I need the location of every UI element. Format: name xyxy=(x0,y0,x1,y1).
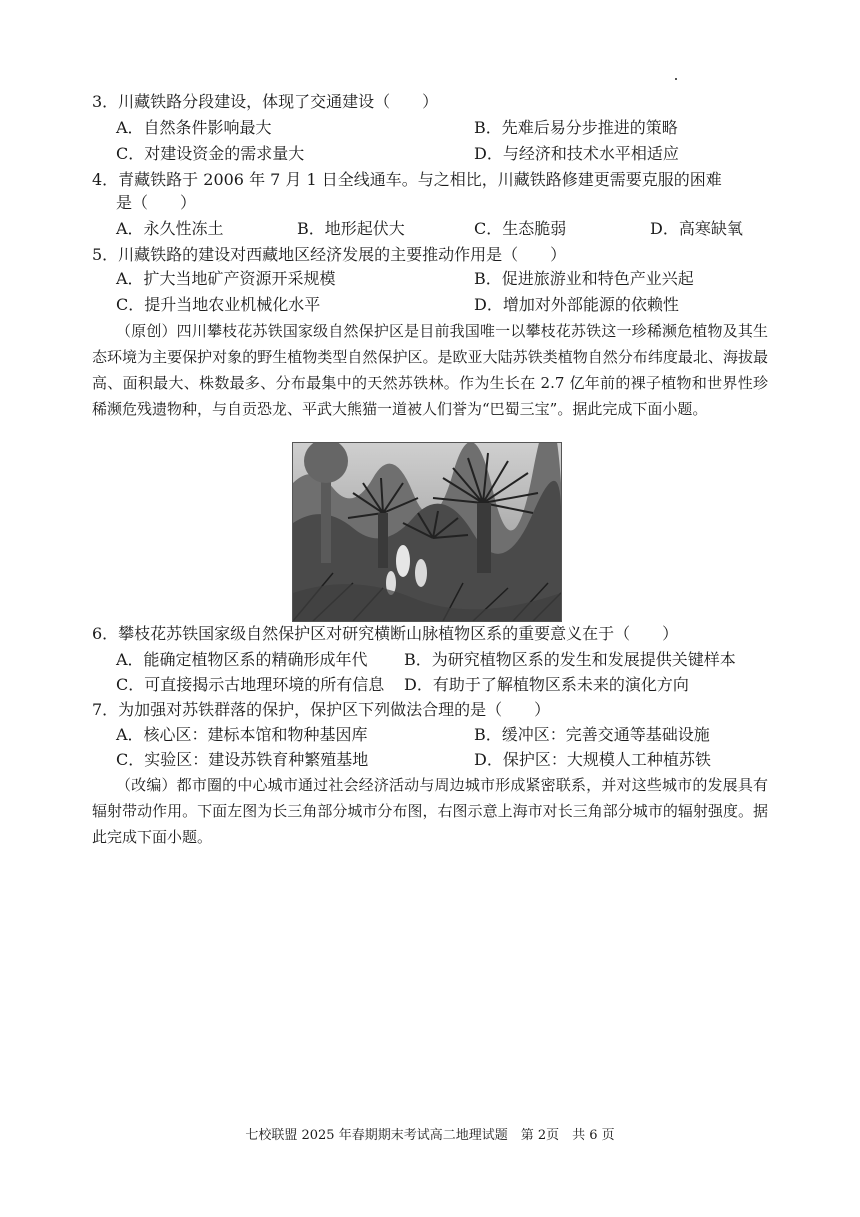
q7-option-a: A．核心区：建标本馆和物种基因库 xyxy=(116,725,368,744)
q4-option-c: C．生态脆弱 xyxy=(474,219,567,238)
q3-option-b: B．先难后易分步推进的策略 xyxy=(474,118,678,137)
q7-stem: 7．为加强对苏铁群落的保护，保护区下列做法合理的是（ ） xyxy=(92,700,551,719)
q3-option-d: D．与经济和技术水平相适应 xyxy=(474,144,679,163)
q5-stem: 5．川藏铁路的建设对西藏地区经济发展的主要推动作用是（ ） xyxy=(92,245,567,264)
passage-cycad-reserve: （原创）四川攀枝花苏铁国家级自然保护区是目前我国唯一以攀枝花苏铁这一珍稀濒危植物及其生态环境为主要保护对象的野生植物类型自然保护区。是欧亚大陆苏铁类植物自然分布纬度最北、海拔最高、面积最大、株数最多、分布最集中的天然苏铁林。作为生长在 2.7 亿年前的裸子植物和世界性珍稀濒危残遗物种，与自贡恐龙、平武大熊猫一道被人们誉为“巴蜀三宝”。据此完成下面小题。 xyxy=(92,322,768,418)
q6-stem: 6．攀枝花苏铁国家级自然保护区对研究横断山脉植物区系的重要意义在于（ ） xyxy=(92,624,679,643)
q5-option-a: A．扩大当地矿产资源开采规模 xyxy=(116,269,336,288)
q5-option-d: D．增加对外部能源的依赖性 xyxy=(474,295,679,314)
q4-stem-line2: 是（ ） xyxy=(116,193,197,212)
q6-option-c: C．可直接揭示古地理环境的所有信息 xyxy=(116,675,385,694)
q4-option-b: B．地形起伏大 xyxy=(297,219,405,238)
q6-option-b: B．为研究植物区系的发生和发展提供关键样本 xyxy=(404,650,736,669)
q3-option-a: A．自然条件影响最大 xyxy=(116,118,272,137)
cycad-photo-illustration xyxy=(293,443,561,621)
q3-stem: 3．川藏铁路分段建设，体现了交通建设（ ） xyxy=(92,92,439,111)
q7-option-c: C．实验区：建设苏铁育种繁殖基地 xyxy=(116,750,369,769)
page-footer: 七校联盟 2025 年春期期末考试高二地理试题 第 2页 共 6 页 xyxy=(245,1128,615,1143)
q6-option-a: A．能确定植物区系的精确形成年代 xyxy=(116,650,368,669)
q7-option-d: D．保护区：大规模人工种植苏铁 xyxy=(474,750,711,769)
q4-stem-line1: 4．青藏铁路于 2006 年 7 月 1 日全线通车。与之相比，川藏铁路修建更需要克服的困难 xyxy=(92,170,722,189)
q5-option-b: B．促进旅游业和特色产业兴起 xyxy=(474,269,694,288)
scan-speck xyxy=(675,78,677,80)
q7-option-b: B．缓冲区：完善交通等基础设施 xyxy=(474,725,710,744)
cycad-forest-photo xyxy=(292,442,562,622)
q3-option-c: C．对建设资金的需求量大 xyxy=(116,144,305,163)
q5-option-c: C．提升当地农业机械化水平 xyxy=(116,295,321,314)
q4-option-d: D．高寒缺氧 xyxy=(650,219,743,238)
passage-metropolitan-area: （改编）都市圈的中心城市通过社会经济活动与周边城市形成紧密联系，并对这些城市的发展具有辐射带动作用。下面左图为长三角部分城市分布图，右图示意上海市对长三角部分城市的辐射强度。据此完成下面小题。 xyxy=(92,776,768,846)
q4-option-a: A．永久性冻土 xyxy=(116,219,224,238)
q6-option-d: D．有助于了解植物区系未来的演化方向 xyxy=(404,675,689,694)
